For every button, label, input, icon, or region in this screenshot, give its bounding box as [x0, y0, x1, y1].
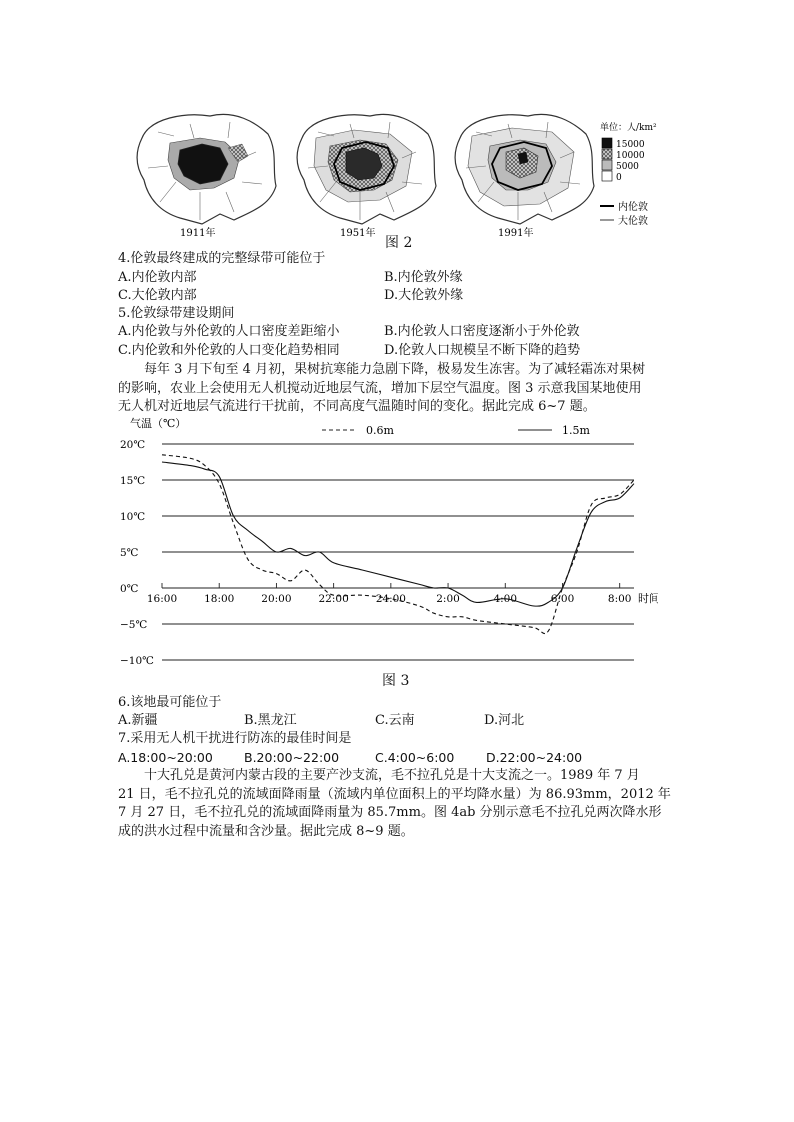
legend-level-0: 0 — [616, 173, 622, 183]
legend-level-15000: 15000 — [616, 140, 645, 150]
y-tick-label-1: 15℃ — [120, 475, 146, 487]
q6-stem: 6.该地最可能位于 — [118, 695, 222, 710]
legend-swatch-10000 — [602, 149, 612, 159]
q6-option-d[interactable]: D.河北 — [484, 713, 525, 728]
q4-option-d[interactable]: D.大伦敦外缘 — [384, 288, 464, 303]
intro-paragraph-8-9 — [118, 767, 678, 841]
figure-3 — [118, 414, 658, 670]
q6-option-a[interactable]: A.新疆 — [118, 713, 158, 728]
legend-unit: 单位：人/km² — [600, 123, 657, 133]
q7-option-a[interactable]: A.18:00~20:00 — [118, 750, 213, 765]
y-tick-label-2: 10℃ — [120, 511, 146, 523]
q5-stem: 5.伦敦绿带建设期间 — [118, 306, 235, 321]
intro-6-7-line-1: 每年 3 月下旬至 4 月初，果树抗寒能力急剧下降，极易发生冻害。为了减轻霜冻对果树 — [144, 362, 646, 377]
figure-2-legend — [600, 121, 657, 227]
x-tick-label-5: 2:00 — [436, 593, 460, 605]
q5-option-b[interactable]: B.内伦敦人口密度逐渐小于外伦敦 — [384, 324, 580, 339]
q4-option-b[interactable]: B.内伦敦外缘 — [384, 270, 463, 285]
legend-swatch-15000 — [602, 138, 612, 148]
y-tick-label-6: −10℃ — [120, 655, 154, 667]
y-tick-label-4: 0℃ — [120, 583, 139, 595]
legend-level-10000: 10000 — [616, 151, 645, 161]
x-tick-label-8: 8:00 — [607, 593, 632, 605]
series-line-1-5m — [162, 462, 634, 606]
legend-series-1-5m: 1.5m — [562, 424, 590, 437]
q7-stem: 7.采用无人机干扰进行防冻的最佳时间是 — [118, 731, 352, 746]
chart-legend — [322, 424, 590, 437]
q4-stem: 4.伦敦最终建成的完整绿带可能位于 — [118, 251, 326, 266]
legend-inner-label: 内伦敦 — [618, 202, 648, 213]
chart-series — [162, 455, 634, 634]
x-tick-label-1: 18:00 — [204, 593, 235, 605]
q4-option-c[interactable]: C.大伦敦内部 — [118, 288, 197, 303]
x-tick-label-7: 6:00 — [550, 593, 575, 605]
chart-gridlines — [162, 444, 634, 660]
figure-3-caption: 图 3 — [382, 673, 410, 689]
q5-option-d[interactable]: D.伦敦人口规模呈不断下降的趋势 — [384, 343, 581, 358]
legend-swatch-5000 — [602, 160, 612, 170]
map-1951-label: 1951年 — [340, 228, 376, 239]
q5-option-c[interactable]: C.内伦敦和外伦敦的人口变化趋势相同 — [118, 343, 340, 358]
x-tick-label-3: 22:00 — [318, 593, 349, 605]
y-tick-label-3: 5℃ — [120, 547, 139, 559]
x-tick-label-6: 4:00 — [493, 593, 518, 605]
y-tick-label-5: −5℃ — [120, 619, 148, 631]
chart-x-axis-label: 时间 — [638, 592, 658, 605]
intro-paragraph-6-7 — [118, 361, 678, 417]
map-1991-label: 1991年 — [498, 228, 534, 239]
q4-option-a[interactable]: A.内伦敦内部 — [118, 270, 197, 285]
figure-2-maps — [130, 108, 690, 248]
series-line-0-6m — [162, 455, 634, 634]
figure-2 — [130, 108, 690, 248]
q6-option-b[interactable]: B.黑龙江 — [244, 713, 297, 728]
map-1951 — [297, 114, 436, 239]
x-tick-label-4: 24:00 — [375, 593, 406, 605]
chart-y-axis-label: 气温（℃） — [130, 417, 187, 430]
legend-series-0-6m: 0.6m — [366, 424, 394, 437]
legend-level-5000: 5000 — [616, 162, 639, 172]
q6-option-c[interactable]: C.云南 — [375, 713, 415, 728]
map-1911 — [137, 114, 276, 239]
legend-outer-label: 大伦敦 — [618, 216, 648, 227]
map-1991 — [455, 114, 594, 239]
legend-swatch-0 — [602, 171, 612, 181]
x-tick-label-0: 16:00 — [146, 593, 178, 605]
x-tick-label-2: 20:00 — [261, 593, 292, 605]
intro-6-7-line-3: 无人机对近地层气流进行干扰前，不同高度气温随时间的变化。据此完成 6~7 题。 — [118, 399, 596, 414]
q5-option-a[interactable]: A.内伦敦与外伦敦的人口密度差距缩小 — [118, 324, 340, 339]
q7-option-c[interactable]: C.4:00~6:00 — [375, 750, 455, 765]
intro-8-9-line-1: 十大孔兑是黄河内蒙古段的主要产沙支流，毛不拉孔兑是十大支流之一。1989 年 7 月 — [144, 768, 640, 783]
figure-2-caption: 图 2 — [385, 235, 413, 251]
figure-3-chart — [118, 414, 658, 670]
intro-8-9-line-4: 成的洪水过程中流量和含沙量。据此完成 8~9 题。 — [118, 823, 414, 839]
intro-8-9-line-2: 21 日，毛不拉孔兑的流域面降雨量（流域内单位面积上的平均降水量）为 86.93mm，2012 年 — [118, 786, 671, 802]
chart-y-ticks — [120, 439, 154, 667]
intro-8-9-line-3: 7 月 27 日，毛不拉孔兑的流域面降雨量为 85.7mm。图 4ab 分别示意毛不拉孔兑两次降水形 — [118, 805, 662, 820]
q7-option-b[interactable]: B.20:00~22:00 — [244, 750, 340, 765]
intro-6-7-line-2: 的影响，农业上会使用无人机搅动近地层气流，增加下层空气温度。图 3 示意我国某地使用 — [118, 380, 642, 396]
y-tick-label-0: 20℃ — [120, 439, 146, 451]
q7-option-d[interactable]: D.22:00~24:00 — [486, 750, 583, 765]
map-1911-label: 1911年 — [180, 228, 216, 239]
